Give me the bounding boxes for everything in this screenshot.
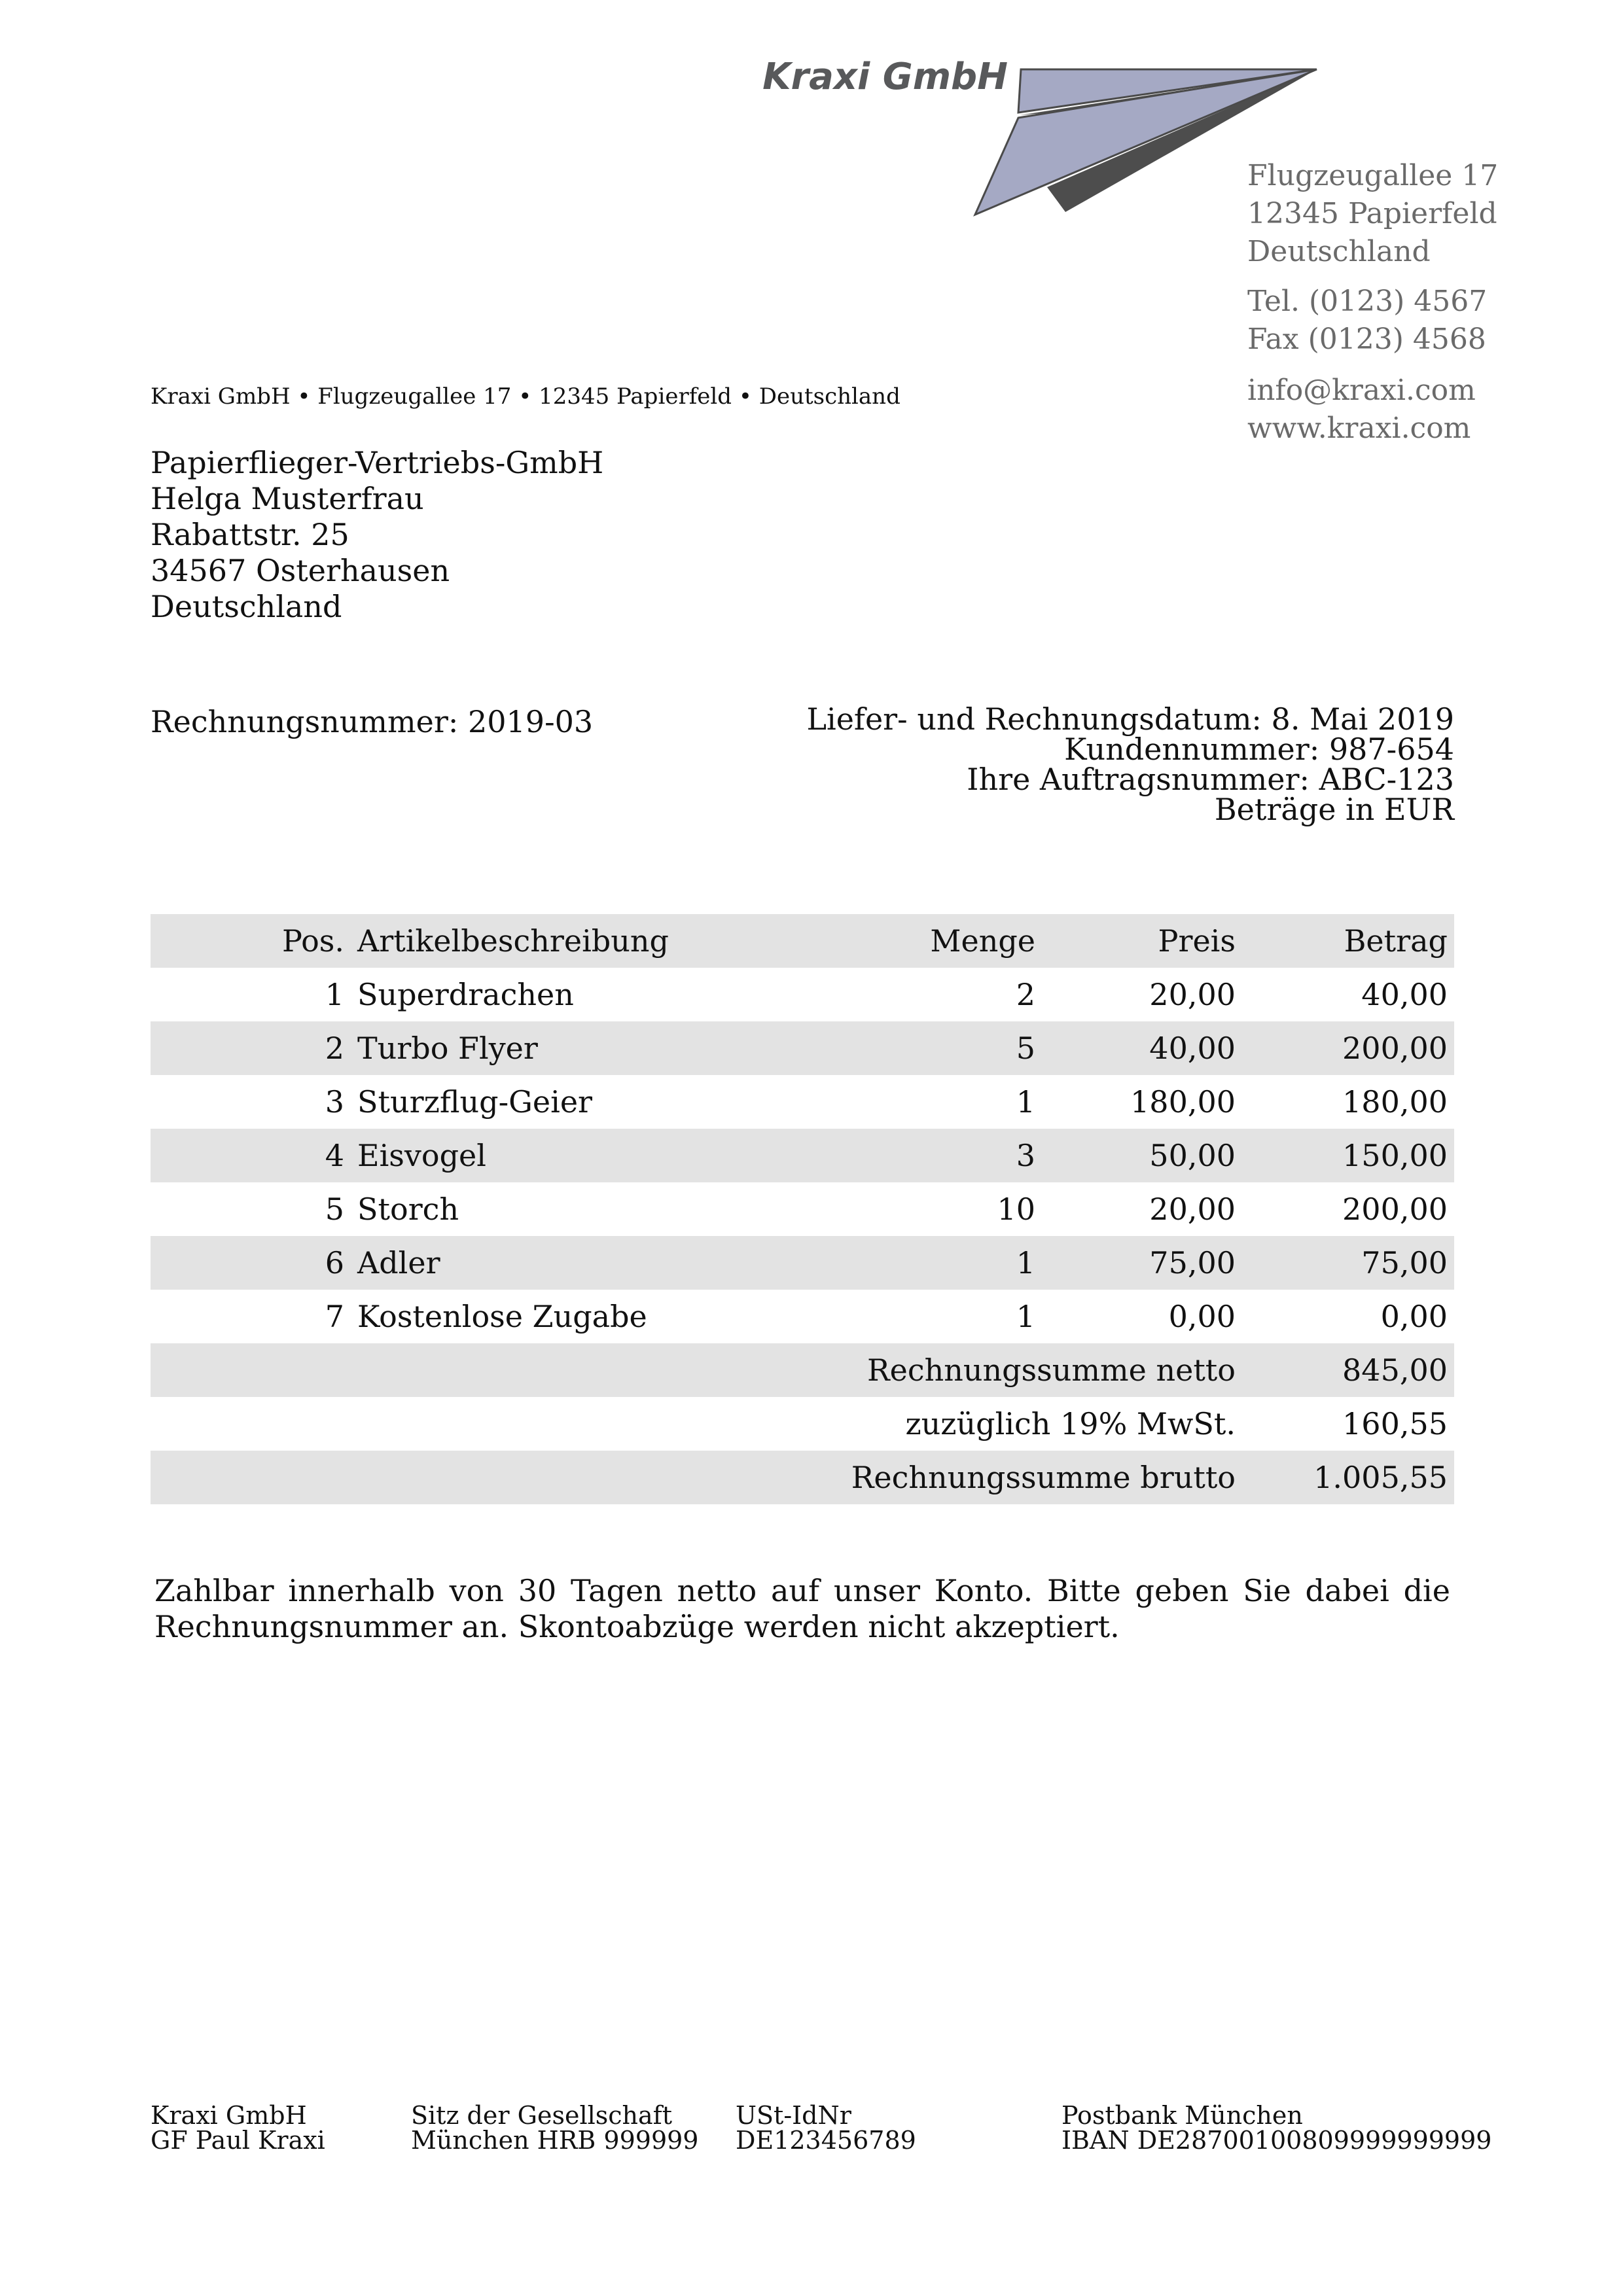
cell-pos: 3 (325, 1084, 344, 1120)
cell-amount: 0,00 (1380, 1299, 1448, 1334)
currency-note: Beträge in EUR (1214, 792, 1454, 827)
cell-price: 0,00 (1168, 1299, 1236, 1334)
header-pos: Pos. (281, 923, 344, 959)
sender-address (1247, 157, 1614, 271)
total-row-net (151, 1343, 1454, 1397)
footer-vat-id: DE123456789 (736, 2126, 916, 2155)
table-row (151, 1129, 1454, 1182)
footer-registration (411, 2103, 698, 2153)
cell-price: 75,00 (1149, 1245, 1236, 1280)
total-gross-value: 1.005,55 (1313, 1460, 1448, 1495)
recipient-city: 34567 Osterhausen (151, 553, 450, 588)
sender-online (1247, 372, 1614, 448)
cell-description: Sturzflug-Geier (357, 1084, 593, 1120)
cell-quantity: 1 (1016, 1299, 1035, 1334)
sender-phone-fax (1247, 283, 1614, 359)
header-amount: Betrag (1344, 923, 1448, 959)
recipient-street: Rabattstr. 25 (151, 517, 349, 552)
total-gross-label: Rechnungssumme brutto (851, 1460, 1236, 1495)
recipient-person: Helga Musterfrau (151, 481, 424, 516)
cell-amount: 200,00 (1342, 1031, 1448, 1066)
customer-number: Kundennummer: 987-654 (1064, 732, 1454, 767)
header-description: Artikelbeschreibung (357, 923, 669, 959)
header-price: Preis (1158, 923, 1236, 959)
sender-country: Deutschland (1247, 235, 1431, 268)
sender-city: 12345 Papierfeld (1247, 197, 1497, 230)
sender-fax: Fax (0123) 4568 (1247, 323, 1486, 356)
cell-price: 40,00 (1149, 1031, 1236, 1066)
cell-description: Superdrachen (357, 977, 574, 1012)
payment-terms: Zahlbar innerhalb von 30 Tagen netto auf unser Konto. Bitte geben Sie dabei die Rechnungsnummer an. Skontoabzüge werden nicht akzeptiert. (154, 1573, 1450, 1644)
recipient-company: Papierflieger-Vertriebs-GmbH (151, 445, 604, 480)
cell-quantity: 5 (1016, 1031, 1035, 1066)
cell-amount: 180,00 (1342, 1084, 1448, 1120)
cell-description: Kostenlose Zugabe (357, 1299, 647, 1334)
cell-pos: 4 (325, 1138, 344, 1173)
footer-vat-label: USt-IdNr (736, 2101, 851, 2130)
cell-description: Eisvogel (357, 1138, 486, 1173)
total-vat-value: 160,55 (1342, 1406, 1448, 1441)
cell-price: 50,00 (1149, 1138, 1236, 1173)
cell-pos: 2 (325, 1031, 344, 1066)
footer-company (151, 2103, 325, 2153)
cell-quantity: 10 (997, 1192, 1035, 1227)
table-row (151, 1182, 1454, 1236)
table-row (151, 968, 1454, 1021)
order-number: Ihre Auftragsnummer: ABC-123 (967, 762, 1454, 797)
invoice-number: Rechnungsnummer: 2019-03 (151, 704, 594, 739)
table-row (151, 1236, 1454, 1290)
cell-amount: 40,00 (1361, 977, 1448, 1012)
return-address-line: Kraxi GmbH • Flugzeugallee 17 • 12345 Papierfeld • Deutschland (151, 383, 901, 410)
cell-pos: 7 (325, 1299, 344, 1334)
recipient-address (151, 445, 603, 625)
cell-description: Adler (357, 1245, 440, 1280)
total-vat-label: zuzüglich 19% MwSt. (905, 1406, 1236, 1441)
cell-price: 180,00 (1130, 1084, 1236, 1120)
footer-managing-director: GF Paul Kraxi (151, 2126, 325, 2155)
cell-pos: 5 (325, 1192, 344, 1227)
table-row (151, 1021, 1454, 1075)
cell-pos: 6 (325, 1245, 344, 1280)
cell-quantity: 1 (1016, 1245, 1035, 1280)
sender-phone: Tel. (0123) 4567 (1247, 285, 1488, 318)
company-name: Kraxi GmbH (762, 56, 1008, 98)
cell-amount: 75,00 (1361, 1245, 1448, 1280)
total-row-gross (151, 1451, 1454, 1504)
recipient-country: Deutschland (151, 589, 342, 624)
cell-price: 20,00 (1149, 1192, 1236, 1227)
footer-vat (736, 2103, 916, 2153)
sender-street: Flugzeugallee 17 (1247, 159, 1499, 192)
footer-register-number: München HRB 999999 (411, 2126, 699, 2155)
cell-description: Storch (357, 1192, 459, 1227)
cell-pos: 1 (325, 977, 344, 1012)
footer-iban: IBAN DE28700100809999999999 (1061, 2126, 1492, 2155)
sender-email[interactable]: info@kraxi.com (1247, 374, 1476, 407)
total-net-value: 845,00 (1342, 1352, 1448, 1388)
table-row (151, 1290, 1454, 1343)
invoice-items-table (151, 914, 1454, 1504)
footer-company-name: Kraxi GmbH (151, 2101, 307, 2130)
invoice-date: Liefer- und Rechnungsdatum: 8. Mai 2019 (806, 701, 1454, 737)
total-net-label: Rechnungssumme netto (866, 1352, 1236, 1388)
cell-quantity: 2 (1016, 977, 1035, 1012)
footer-registered-office-label: Sitz der Gesellschaft (411, 2101, 672, 2130)
cell-quantity: 1 (1016, 1084, 1035, 1120)
header-quantity: Menge (930, 923, 1035, 959)
sender-website[interactable]: www.kraxi.com (1247, 412, 1471, 445)
cell-description: Turbo Flyer (357, 1031, 538, 1066)
total-row-vat (151, 1397, 1454, 1451)
cell-amount: 150,00 (1342, 1138, 1448, 1173)
cell-price: 20,00 (1149, 977, 1236, 1012)
invoice-meta (806, 701, 1454, 827)
footer-bank-name: Postbank München (1061, 2101, 1303, 2130)
cell-amount: 200,00 (1342, 1192, 1448, 1227)
footer-bank (1061, 2103, 1491, 2153)
table-header-row (151, 914, 1454, 968)
table-row (151, 1075, 1454, 1129)
cell-quantity: 3 (1016, 1138, 1035, 1173)
